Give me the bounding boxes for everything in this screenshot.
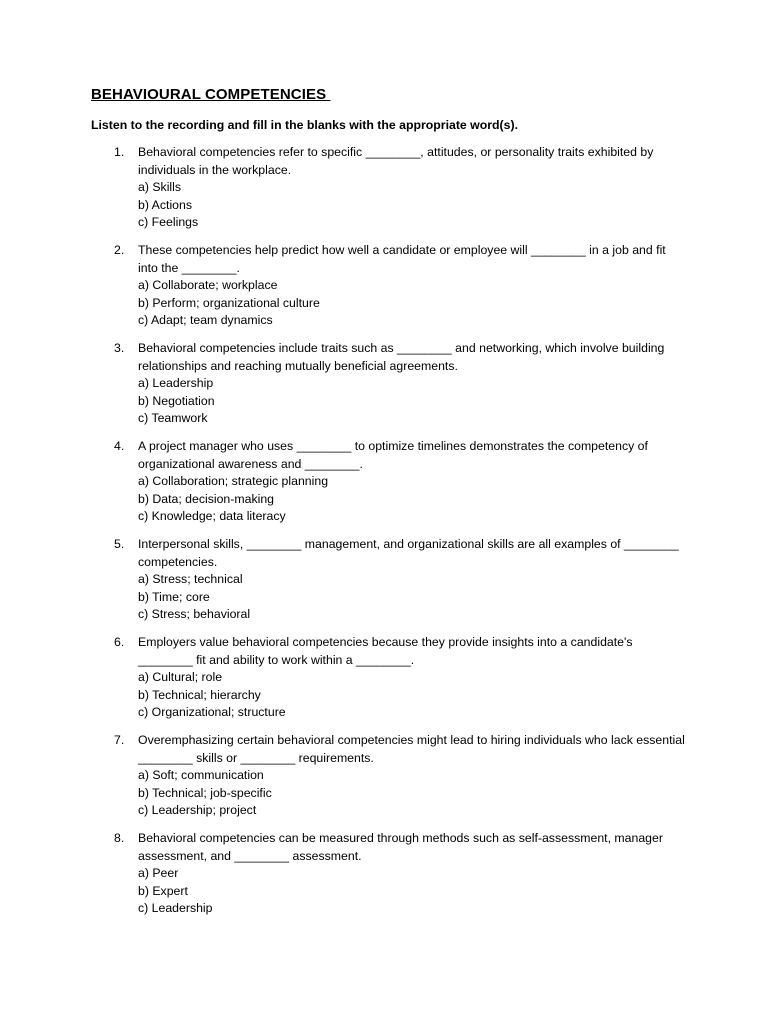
question-item [0,634,768,722]
answer-option: c) Teamwork [138,411,208,425]
answer-option: a) Skills [138,180,182,194]
question-text: Interpersonal skills, ________ management, and organizational skills are all examples of ________ competencies. [138,537,679,569]
answer-option: a) Collaboration; strategic planning [138,474,329,488]
answer-option: a) Leadership [138,376,214,390]
question-number: 3. [114,341,125,355]
answer-option: a) Collaborate; workplace [138,278,278,292]
answer-option: c) Feelings [138,215,199,229]
question-text: These competencies help predict how well a candidate or employee will ________ in a job and fit into the ________. [138,243,666,275]
question-list [0,144,768,928]
instructions-text: Listen to the recording and fill in the blanks with the appropriate word(s). [91,118,519,132]
question-item [0,144,768,232]
answer-option: c) Leadership; project [138,803,257,817]
question-number: 6. [114,635,125,649]
answer-option: b) Time; core [138,589,210,604]
answer-options [138,375,688,428]
answer-option: b) Negotiation [138,393,215,408]
question-item [0,536,768,624]
answer-option: a) Peer [138,866,179,880]
answer-option: c) Stress; behavioral [138,607,251,621]
question-item [0,438,768,526]
answer-option: c) Knowledge; data literacy [138,509,286,523]
answer-options [138,179,688,232]
answer-options [138,865,688,918]
answer-option: b) Data; decision-making [138,491,275,506]
answer-options [138,571,688,624]
answer-option: b) Technical; job-specific [138,785,272,800]
question-text: Employers value behavioral competencies because they provide insights into a candidate's ________ fit and ability to work within a ________. [138,635,633,667]
answer-option: b) Perform; organizational culture [138,295,320,310]
question-number: 4. [114,439,125,453]
answer-option: c) Adapt; team dynamics [138,313,273,327]
question-text: A project manager who uses ________ to optimize timelines demonstrates the competency of organizational awareness and ________. [138,439,648,471]
question-item [0,340,768,428]
question-text: Overemphasizing certain behavioral competencies might lead to hiring individuals who lack essential ________ skills or ________ requirements. [138,733,685,765]
question-item [0,732,768,820]
answer-options [138,669,688,722]
answer-options [138,277,688,330]
question-text: Behavioral competencies refer to specific ________, attitudes, or personality traits exhibited by individuals in the workplace. [138,145,654,177]
answer-option: c) Organizational; structure [138,705,286,719]
answer-option: a) Soft; communication [138,768,264,782]
answer-option: a) Stress; technical [138,572,243,586]
question-number: 5. [114,537,125,551]
question-number: 1. [114,145,125,159]
answer-option: b) Actions [138,197,192,212]
document-title: BEHAVIOURAL COMPETENCIES [91,86,331,103]
answer-option: b) Technical; hierarchy [138,687,261,702]
answer-option: c) Leadership [138,901,213,915]
question-number: 7. [114,733,125,747]
question-item [0,242,768,330]
answer-option: b) Expert [138,883,188,898]
question-number: 8. [114,831,125,845]
answer-options [138,767,688,820]
answer-options [138,473,688,526]
answer-option: a) Cultural; role [138,670,223,684]
question-text: Behavioral competencies include traits such as ________ and networking, which involve building relationships and reaching mutually beneficial agreements. [138,341,665,373]
question-text: Behavioral competencies can be measured through methods such as self-assessment, manager assessment, and ________ assessment. [138,831,663,863]
question-number: 2. [114,243,125,257]
question-item [0,830,768,918]
